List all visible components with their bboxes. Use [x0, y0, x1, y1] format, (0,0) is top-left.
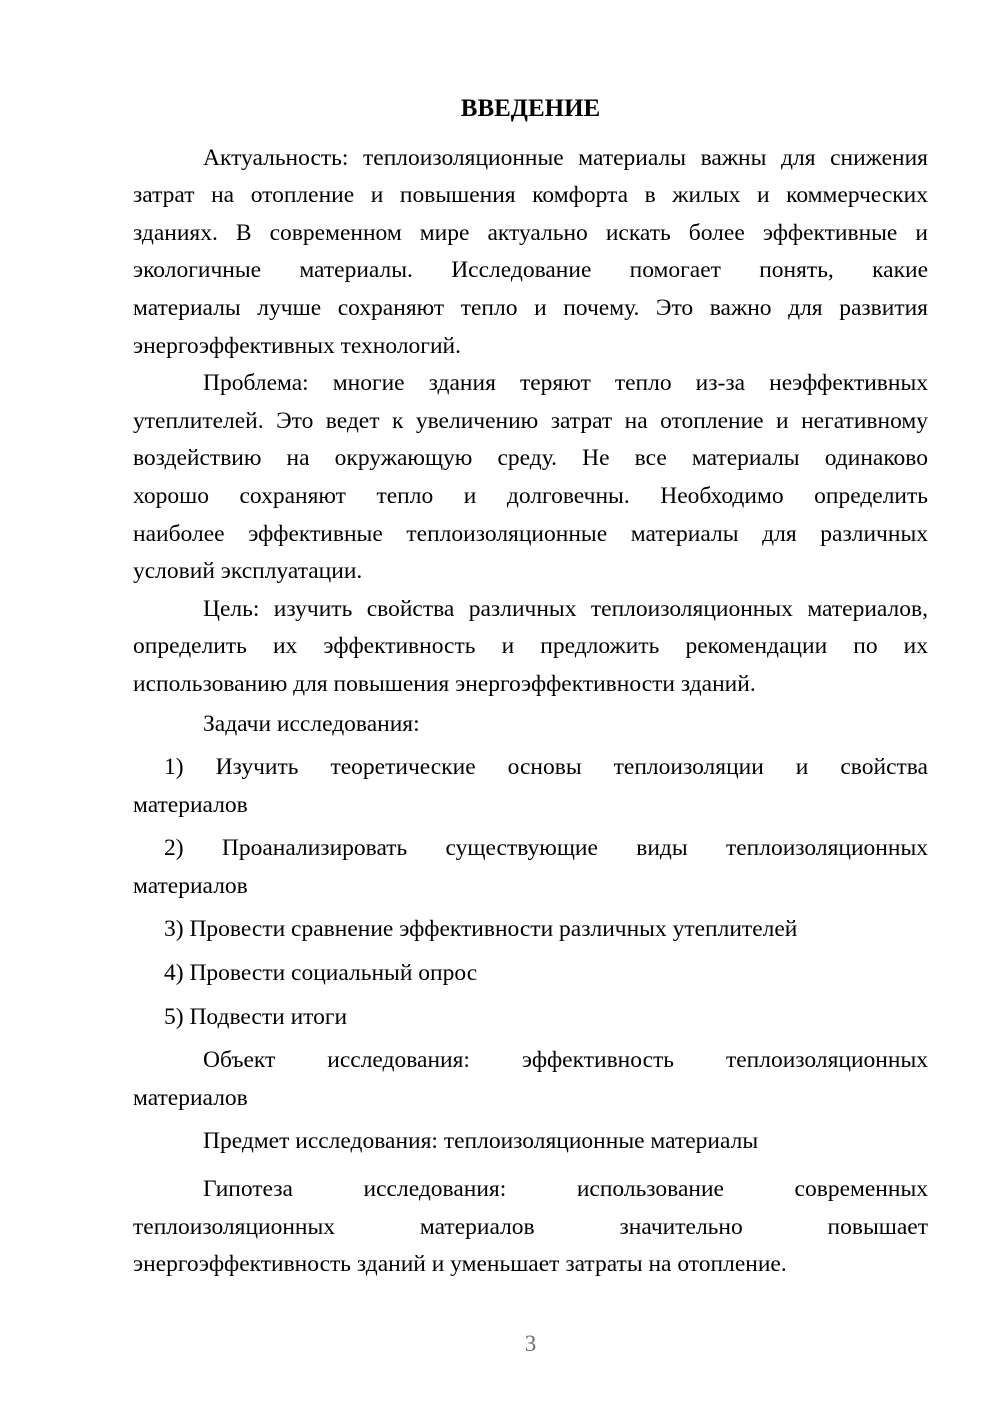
task-item-3 [133, 911, 928, 949]
text-line: наиболее эффективные теплоизоляционные материалы для различных [133, 520, 928, 547]
text-line: определить их эффективность и предложить рекомендации по их [133, 633, 928, 660]
task-item-5 [133, 999, 928, 1037]
text-line: материалы лучше сохраняют тепло и почему. Это важно для развития [133, 294, 928, 321]
page-title: ВВЕДЕНИЕ [460, 95, 601, 122]
paragraph-hypothesis [133, 1171, 928, 1284]
document-text-block [133, 90, 928, 1284]
paragraph-subject [133, 1123, 928, 1161]
text-line: утеплителей. Это ведет к увеличению затрат на отопление и негативному [133, 407, 928, 434]
text-line: Предмет исследования: теплоизоляционные материалы [203, 1128, 759, 1155]
page-number: 3 [524, 1331, 537, 1356]
task-item-2 [133, 830, 928, 905]
document-body [133, 140, 928, 1284]
text-line: Гипотеза исследования: использование современных [203, 1176, 928, 1203]
tasks-heading [133, 706, 928, 744]
text-line: затрат на отопление и повышения комфорта в жилых и коммерческих [133, 182, 928, 209]
text-line: материалов [133, 791, 248, 818]
text-line: экологичные материалы. Исследование помогает понять, какие [133, 257, 928, 284]
text-line: Объект исследования: эффективность теплоизоляционных [203, 1047, 928, 1074]
text-line: условий эксплуатации. [133, 558, 363, 585]
text-line: 4) Провести социальный опрос [164, 960, 478, 987]
text-line: 5) Подвести итоги [164, 1003, 348, 1030]
text-line: энергоэффективных технологий. [133, 332, 461, 359]
text-line: воздействию на окружающую среду. Не все материалы одинаково [133, 445, 928, 472]
text-line: теплоизоляционных материалов значительно повышает [133, 1213, 928, 1240]
text-line: материалов [133, 872, 248, 899]
text-line: зданиях. В современном мире актуально искать более эффективные и [133, 219, 928, 246]
text-line: Актуальность: теплоизоляционные материалы важны для снижения [203, 144, 928, 171]
text-line: материалов [133, 1084, 248, 1111]
task-item-4 [133, 955, 928, 993]
text-line: хорошо сохраняют тепло и долговечны. Необходимо определить [133, 482, 928, 509]
text-line: 2) Проанализировать существующие виды теплоизоляционных [164, 835, 928, 862]
text-line: Задачи исследования: [203, 710, 420, 737]
paragraph-problem [133, 365, 928, 591]
text-line: использованию для повышения энергоэффективности зданий. [133, 670, 756, 697]
text-line: энергоэффективность зданий и уменьшает затраты на отопление. [133, 1251, 787, 1278]
paragraph-object [133, 1042, 928, 1117]
paragraph-relevance [133, 140, 928, 366]
paragraph-goal [133, 591, 928, 704]
text-line: 3) Провести сравнение эффективности различных утеплителей [164, 916, 798, 943]
text-line: 1) Изучить теоретические основы теплоизоляции и свойства [164, 754, 928, 781]
text-line: Цель: изучить свойства различных теплоизоляционных материалов, [203, 595, 928, 622]
text-line: Проблема: многие здания теряют тепло из-за неэффективных [203, 370, 928, 397]
task-item-1 [133, 749, 928, 824]
